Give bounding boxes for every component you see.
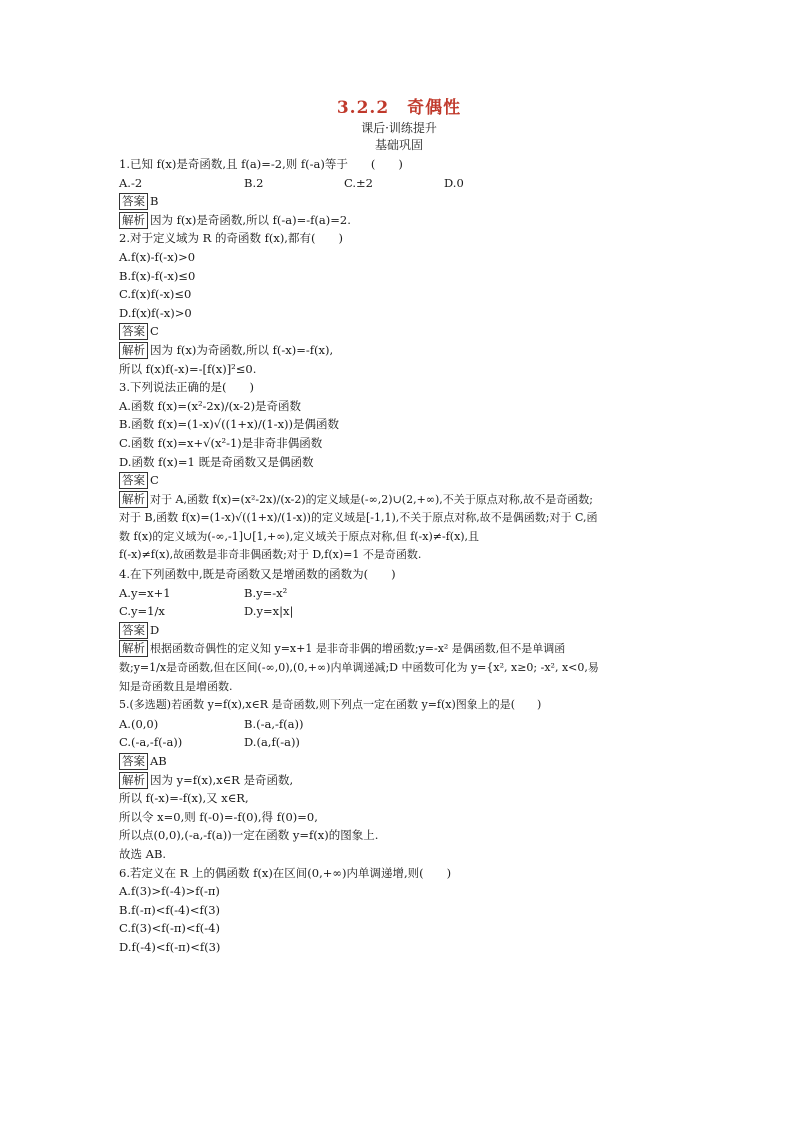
question-stem: 1.已知 f(x)是奇函数,且 f(a)=-2,则 f(-a)等于 ( ) bbox=[119, 157, 403, 171]
option-a: A.(0,0) bbox=[119, 716, 159, 731]
question-6 bbox=[119, 864, 679, 957]
analysis-text: 对于 B,函数 f(x)=(1-x)√((1+x)/(1-x))的定义域是[-1,1),不关于原点对称,故不是偶函数;对于 C,函 bbox=[119, 511, 598, 525]
analysis-text: 因为 y=f(x),x∈R 是奇函数, bbox=[150, 772, 294, 787]
document-content bbox=[119, 96, 679, 957]
analysis-text: 所以 f(x)f(-x)=-[f(x)]²≤0. bbox=[119, 361, 257, 376]
option-b: B.(-a,-f(a)) bbox=[244, 716, 304, 731]
analysis-line bbox=[119, 639, 679, 659]
answer-value: C bbox=[150, 473, 159, 488]
analysis-text: 因为 f(x)为奇函数,所以 f(-x)=-f(x), bbox=[150, 342, 334, 357]
option-c: C.f(3)<f(-π)<f(-4) bbox=[119, 921, 220, 936]
option-b: B.f(x)-f(-x)≤0 bbox=[119, 268, 196, 283]
analysis-label: 解析 bbox=[119, 212, 148, 229]
analysis-text: f(-x)≠f(x),故函数是非奇非偶函数;对于 D,f(x)=1 不是奇函数. bbox=[119, 548, 422, 562]
option-d: D.f(-4)<f(-π)<f(3) bbox=[119, 939, 221, 954]
analysis-line bbox=[119, 211, 679, 230]
question-2 bbox=[119, 229, 679, 378]
question-options bbox=[119, 174, 679, 193]
question-5 bbox=[119, 696, 679, 863]
analysis-text: 所以点(0,0),(-a,-f(a))一定在函数 y=f(x)的图象上. bbox=[119, 828, 379, 843]
answer-value: D bbox=[150, 622, 160, 637]
option-c: C.函数 f(x)=x+√(x²-1)是非奇非偶函数 bbox=[119, 435, 323, 450]
question-4 bbox=[119, 565, 679, 696]
analysis-text: 所以 f(-x)=-f(x),又 x∈R, bbox=[119, 791, 249, 806]
analysis-text: 知是奇函数且是增函数. bbox=[119, 679, 233, 693]
analysis-line bbox=[119, 490, 679, 510]
option-a: A.函数 f(x)=(x²-2x)/(x-2)是奇函数 bbox=[119, 398, 302, 413]
option-a: A.y=x+1 bbox=[119, 585, 171, 600]
answer-value: B bbox=[150, 194, 159, 209]
question-stem: 5.(多选题)若函数 y=f(x),x∈R 是奇函数,则下列点一定在函数 y=f(x)图象上的是( ) bbox=[119, 698, 542, 712]
answer-value: AB bbox=[150, 754, 167, 768]
answer-line bbox=[119, 752, 679, 771]
analysis-line bbox=[119, 341, 679, 360]
question-stem: 6.若定义在 R 上的偶函数 f(x)在区间(0,+∞)内单调递增,则( ) bbox=[119, 865, 452, 880]
analysis-text: 根据函数奇偶性的定义知 y=x+1 是非奇非偶的增函数;y=-x² 是偶函数,但不是单调函 bbox=[150, 642, 566, 656]
analysis-label: 解析 bbox=[119, 772, 148, 789]
option-d: D.(a,f(-a)) bbox=[244, 735, 300, 750]
answer-label: 答案 bbox=[119, 622, 148, 639]
answer-line bbox=[119, 471, 679, 490]
option-d: D.f(x)f(-x)>0 bbox=[119, 305, 192, 320]
option-a: A.f(x)-f(-x)>0 bbox=[119, 249, 196, 264]
option-b: B.f(-π)<f(-4)<f(3) bbox=[119, 902, 221, 917]
question-stem: 3.下列说法正确的是( ) bbox=[119, 380, 254, 395]
option-d: D.函数 f(x)=1 既是奇函数又是偶函数 bbox=[119, 454, 314, 469]
question-stem: 4.在下列函数中,既是奇函数又是增函数的函数为( ) bbox=[119, 567, 396, 582]
page-subtitle: 课后·训练提升 bbox=[361, 121, 437, 135]
answer-label: 答案 bbox=[119, 193, 148, 210]
answer-line bbox=[119, 322, 679, 341]
answer-label: 答案 bbox=[119, 323, 148, 340]
option-c: C.(-a,-f(-a)) bbox=[119, 735, 183, 750]
analysis-text: 故选 AB. bbox=[119, 846, 167, 861]
answer-label: 答案 bbox=[119, 753, 148, 770]
question-options bbox=[119, 584, 679, 603]
analysis-label: 解析 bbox=[119, 491, 148, 508]
question-1 bbox=[119, 155, 679, 229]
analysis-text: 数;y=1/x是奇函数,但在区间(-∞,0),(0,+∞)内单调递减;D 中函数可化为 y={x², x≥0; -x², x<0,易 bbox=[119, 661, 599, 675]
analysis-text: 因为 f(x)是奇函数,所以 f(-a)=-f(a)=2. bbox=[150, 212, 351, 227]
question-3 bbox=[119, 378, 679, 565]
question-options bbox=[119, 715, 679, 734]
option-d: D.y=x|x| bbox=[244, 604, 294, 619]
question-options bbox=[119, 733, 679, 752]
analysis-text: 所以令 x=0,则 f(-0)=-f(0),得 f(0)=0, bbox=[119, 809, 318, 824]
page-title: 3.2.2 奇偶性 bbox=[336, 98, 462, 118]
option-c: C.±2 bbox=[344, 175, 373, 190]
option-b: B.y=-x² bbox=[244, 585, 288, 600]
answer-line bbox=[119, 621, 679, 640]
question-stem: 2.对于定义域为 R 的奇函数 f(x),都有( ) bbox=[119, 231, 343, 246]
question-options bbox=[119, 602, 679, 621]
option-a: A.f(3)>f(-4)>f(-π) bbox=[119, 884, 220, 899]
option-a: A.-2 bbox=[119, 175, 143, 190]
analysis-text: 对于 A,函数 f(x)=(x²-2x)/(x-2)的定义域是(-∞,2)∪(2,+∞),不关于原点对称,故不是奇函数; bbox=[150, 492, 593, 506]
analysis-label: 解析 bbox=[119, 640, 148, 657]
option-d: D.0 bbox=[444, 175, 464, 190]
option-c: C.f(x)f(-x)≤0 bbox=[119, 287, 192, 302]
answer-value: C bbox=[150, 324, 159, 339]
analysis-label: 解析 bbox=[119, 342, 148, 359]
option-b: B.函数 f(x)=(1-x)√((1+x)/(1-x))是偶函数 bbox=[119, 417, 340, 432]
option-c: C.y=1/x bbox=[119, 604, 165, 619]
section-heading: 基础巩固 bbox=[374, 138, 423, 152]
option-b: B.2 bbox=[244, 175, 264, 190]
answer-label: 答案 bbox=[119, 472, 148, 489]
analysis-line bbox=[119, 771, 679, 790]
analysis-text: 数 f(x)的定义域为(-∞,-1]∪[1,+∞),定义域关于原点对称,但 f(-x)≠-f(x),且 bbox=[119, 529, 480, 543]
answer-line bbox=[119, 192, 679, 211]
